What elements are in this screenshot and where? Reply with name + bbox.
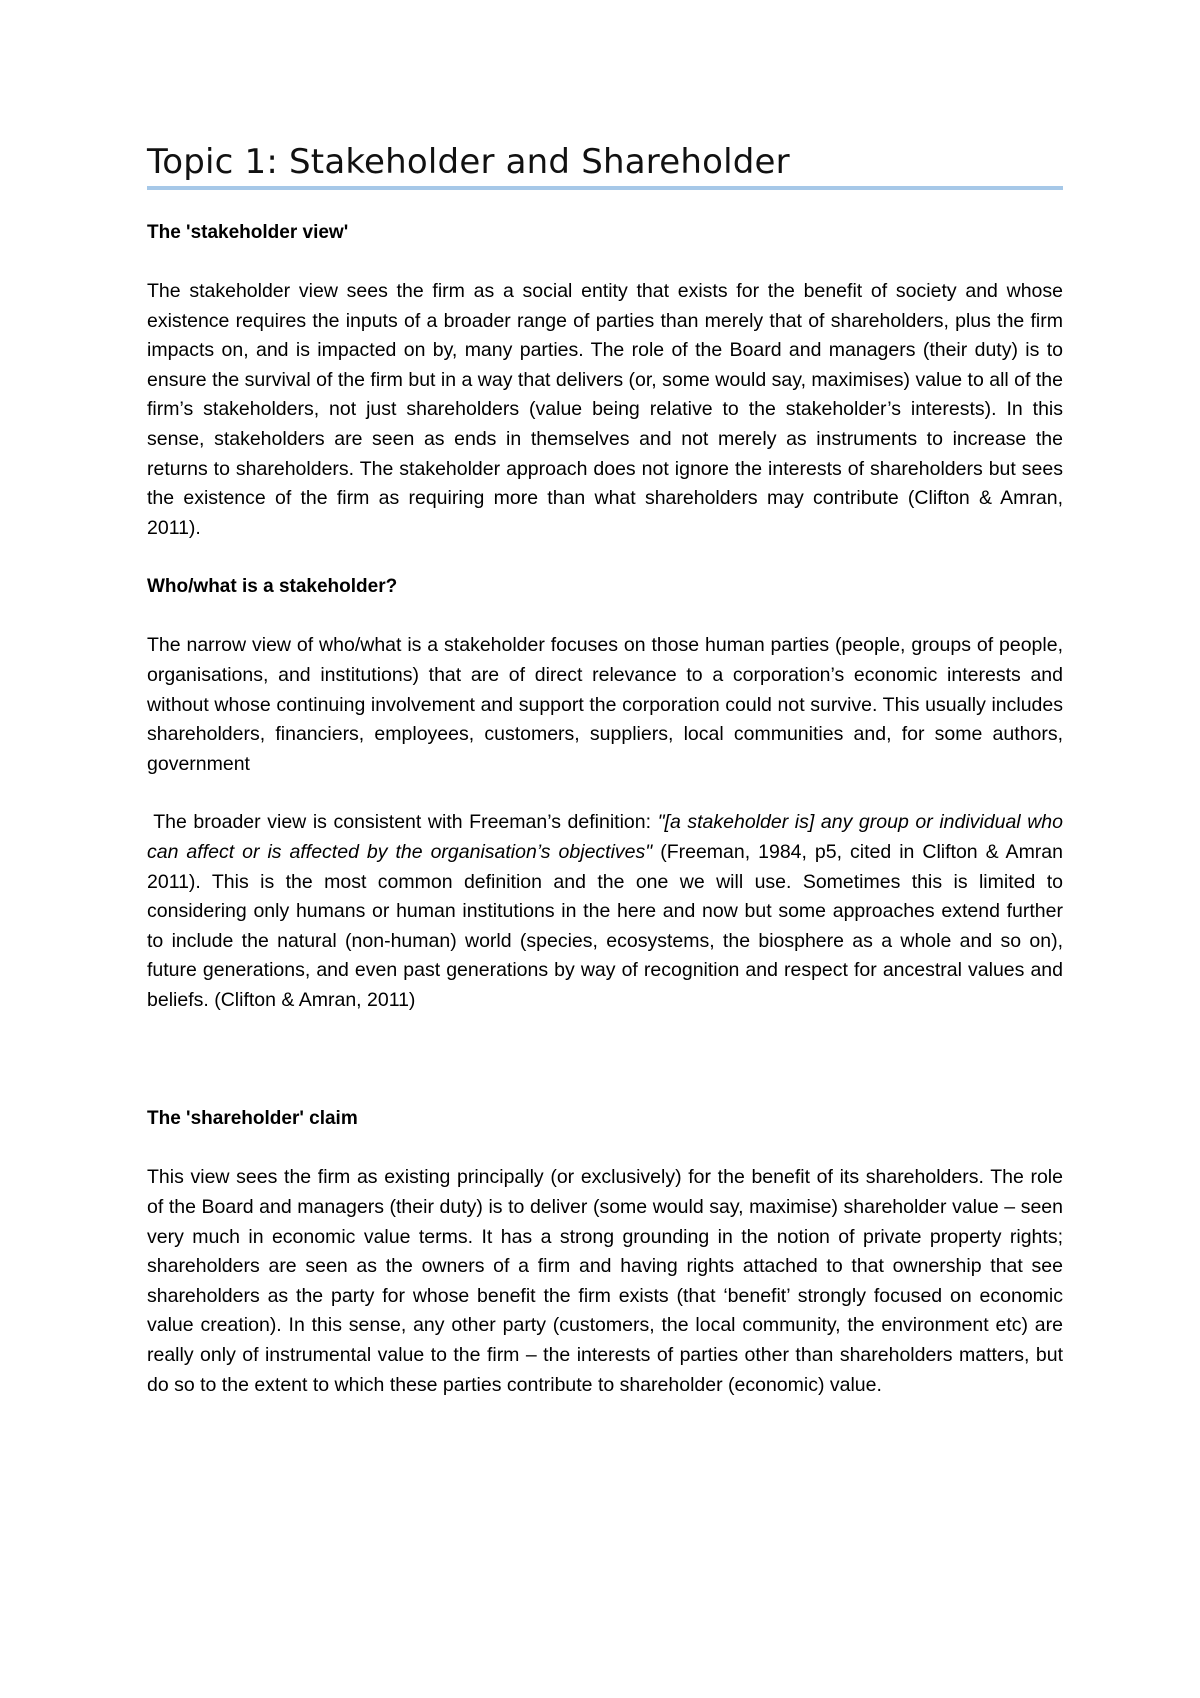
broader-view-paragraph [147, 808, 1063, 1015]
stakeholder-view-paragraph: The stakeholder view sees the firm as a social entity that exists for the benefit of society and whose existence requires the inputs of a broader range of parties than merely that of shareholders, plus the firm impacts on, and is impacted on by, many parties. The role of the Board and managers (their duty) is to ensure the survival of the firm but in a way that delivers (or, some would say, maximises) value to all of the firm’s stakeholders, not just shareholders (value being relative to the stakeholder’s interests). In this sense, stakeholders are seen as ends in themselves and not merely as instruments to increase the returns to shareholders. The stakeholder approach does not ignore the interests of shareholders but sees the existence of the firm as requiring more than what shareholders may contribute (Clifton & Amran, 2011). [147, 280, 1063, 539]
section-heading-who-what-stakeholder: Who/what is a stakeholder? [147, 576, 398, 598]
section-spacer [147, 1044, 1063, 1104]
section-heading-stakeholder-view: The 'stakeholder view' [147, 222, 349, 243]
title-underline [147, 186, 1063, 190]
page-title: Topic 1: Stakeholder and Shareholder [147, 142, 790, 182]
document-page [147, 140, 1063, 1429]
broader-view-lead: The broader view is consistent with Freeman’s definition: [147, 811, 658, 834]
broader-view-rest: (Freeman, 1984, p5, cited in Clifton & Amran 2011). This is the most common definition and the one we will use. Sometimes this is limited to considering only humans or human institutions in the here and now but some approaches extend further to include the natural (non-human) world (species, ecosystems, the biosphere as a whole and so on), future generations, and even past generations by way of recognition and respect for ancestral values and beliefs. (Clifton & Amran, 2011) [147, 840, 1063, 1011]
section-heading-shareholder-claim: The 'shareholder' claim [147, 1108, 358, 1130]
freeman-definition-quote: "[a stakeholder is] any group or individual who can affect or is affected by the organisation’s objectives" [147, 811, 1063, 863]
shareholder-claim-paragraph: This view sees the firm as existing principally (or exclusively) for the benefit of its shareholders. The role of the Board and managers (their duty) is to deliver (some would say, maximise) shareholder value – seen very much in economic value terms. It has a strong grounding in the notion of private property rights; shareholders are seen as the owners of a firm and having rights attached to that ownership that see shareholders as the party for whose benefit the firm exists (that ‘benefit’ strongly focused on economic value creation). In this sense, any other party (customers, the local community, the environment etc) are really only of instrumental value to the firm – the interests of parties other than shareholders matters, but do so to the extent to which these parties contribute to shareholder (economic) value. [147, 1166, 1063, 1396]
narrow-view-paragraph: The narrow view of who/what is a stakeholder focuses on those human parties (people, groups of people, organisations, and institutions) that are of direct relevance to a corporation’s economic interests and without whose continuing involvement and support the corporation could not survive. This usually includes shareholders, financiers, employees, customers, suppliers, local communities and, for some authors, government [147, 634, 1063, 775]
